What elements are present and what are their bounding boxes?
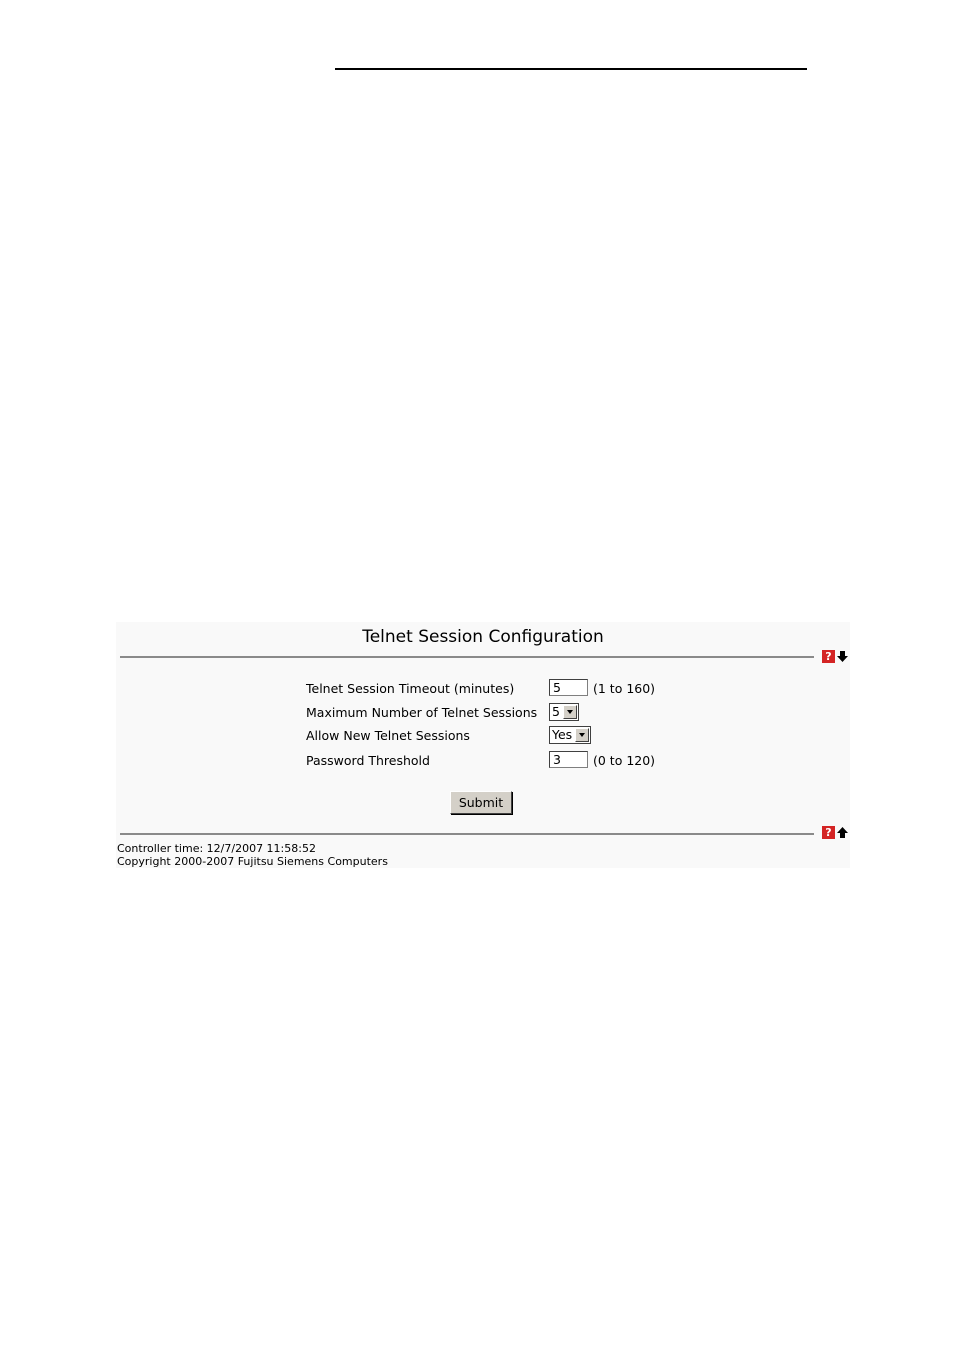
submit-button[interactable]: Submit xyxy=(450,791,512,814)
password-threshold-input[interactable]: 3 xyxy=(549,751,588,768)
password-threshold-range: (0 to 120) xyxy=(593,753,656,768)
arrow-up-icon[interactable] xyxy=(836,826,849,839)
max-sessions-row xyxy=(306,703,846,723)
help-icon[interactable]: ? xyxy=(822,650,835,663)
divider-bottom xyxy=(120,833,814,835)
max-sessions-value: 5 xyxy=(552,704,560,719)
password-threshold-row xyxy=(306,751,846,771)
chevron-down-icon[interactable] xyxy=(563,705,577,719)
allow-new-select[interactable] xyxy=(549,726,591,744)
controller-time: Controller time: 12/7/2007 11:58:52 xyxy=(117,842,316,855)
allow-new-label: Allow New Telnet Sessions xyxy=(306,728,470,743)
copyright: Copyright 2000-2007 Fujitsu Siemens Computers xyxy=(117,855,388,868)
help-icon[interactable]: ? xyxy=(822,826,835,839)
top-rule xyxy=(335,68,807,70)
password-threshold-label: Password Threshold xyxy=(306,753,430,768)
config-panel xyxy=(116,622,850,868)
page-title: Telnet Session Configuration xyxy=(362,627,604,647)
max-sessions-label: Maximum Number of Telnet Sessions xyxy=(306,705,538,720)
allow-new-value: Yes xyxy=(552,727,573,742)
max-sessions-select[interactable] xyxy=(549,703,579,721)
timeout-range: (1 to 160) xyxy=(593,681,656,696)
allow-new-row xyxy=(306,726,846,746)
timeout-label: Telnet Session Timeout (minutes) xyxy=(306,681,515,696)
timeout-row xyxy=(306,679,846,699)
chevron-down-icon[interactable] xyxy=(575,728,589,742)
timeout-input[interactable]: 5 xyxy=(549,679,588,696)
arrow-down-icon[interactable] xyxy=(836,650,849,663)
divider-top xyxy=(120,656,814,658)
